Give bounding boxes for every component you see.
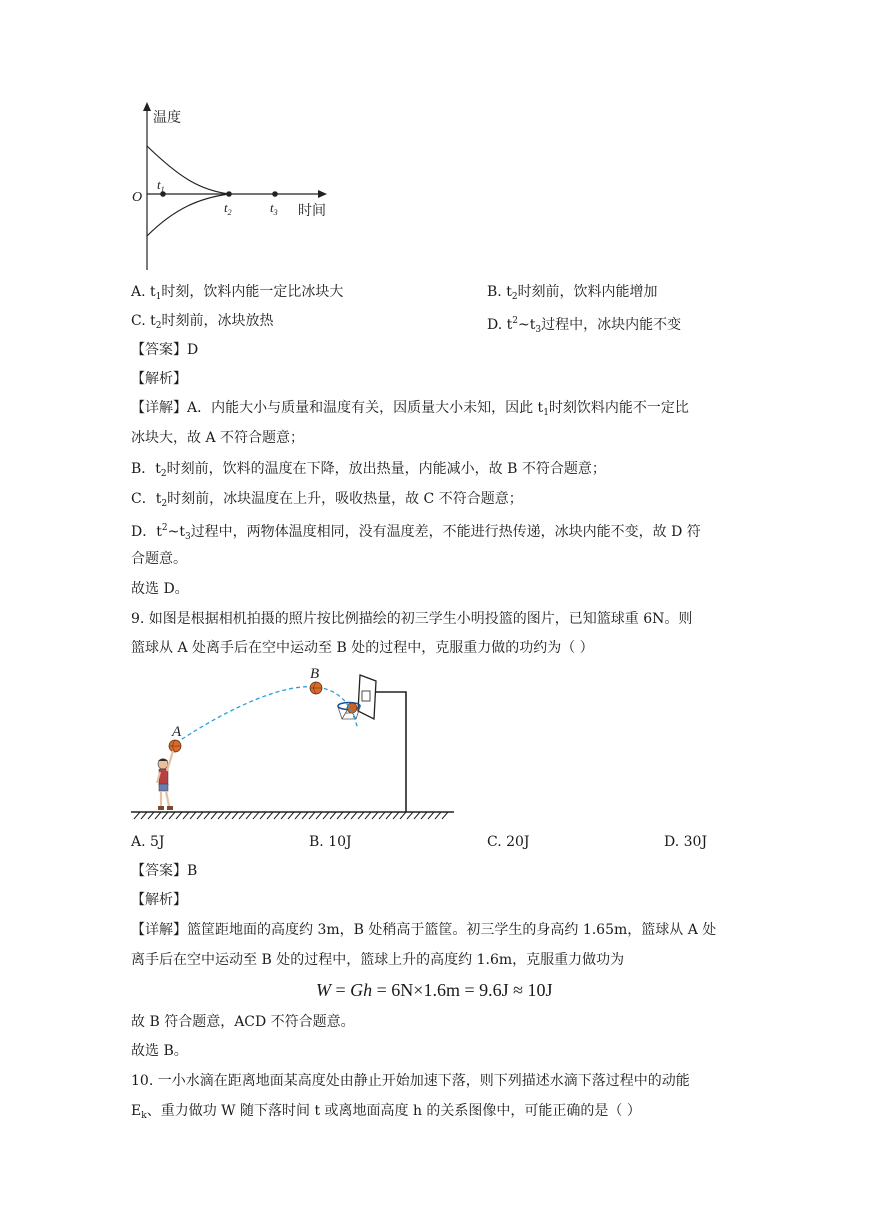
t3-point bbox=[272, 191, 278, 197]
q10-stem-line1: 10. 一小水滴在距离地面某高度处由静止开始加速下落，则下列描述水滴下落过程中的动能 bbox=[131, 1073, 690, 1089]
q9-option-c: C. 20J bbox=[487, 834, 530, 850]
q10-stem-line2: $E_k$、重力做功 W 随下落时间 t 或离地面高度 h 的关系图像中，可能正确的是（ ） bbox=[131, 1103, 641, 1121]
q8-detail-c: C．$t_2$时刻前，冰块温度在上升，吸收热量，故 C 不符合题意； bbox=[131, 491, 523, 509]
t2-label: $t_2$ bbox=[224, 200, 232, 217]
hoop-pole bbox=[376, 692, 406, 812]
q8-analysis-heading: 【解析】 bbox=[131, 371, 187, 387]
q8-detail-a-line2: 冰块大，故 A 不符合题意； bbox=[131, 430, 305, 446]
ground-hatch bbox=[134, 812, 448, 819]
q9-stem-line2: 篮球从 A 处离手后在空中运动至 B 处的过程中，克服重力做的功约为（ ） bbox=[131, 640, 594, 656]
label-b: B bbox=[310, 666, 320, 682]
origin-label: O bbox=[132, 190, 143, 205]
q8-option-b: B. $t_2$时刻前，饮料内能增加 bbox=[487, 284, 658, 302]
q9-option-a: A. 5J bbox=[131, 834, 165, 850]
label-a: A bbox=[172, 724, 182, 740]
basketball-shot-figure bbox=[128, 665, 458, 825]
q9-conclusion: 故 B 符合题意，ACD 不符合题意。 bbox=[131, 1014, 355, 1030]
t3-label: $t_3$ bbox=[270, 200, 278, 217]
q8-detail-b: B．$t_2$时刻前，饮料的温度在下降，放出热量，内能减小，故 B 不符合题意； bbox=[131, 461, 606, 479]
x-axis-label: 时间 bbox=[298, 204, 326, 219]
q8-option-d: D. $t^2\sim t_3$过程中，冰块内能不变 bbox=[487, 316, 682, 335]
y-axis-arrow bbox=[143, 102, 151, 111]
q8-answer: 【答案】D bbox=[131, 342, 199, 358]
q8-option-c: C. $t_2$时刻前，冰块放热 bbox=[131, 313, 274, 331]
q8-detail-d-line2: 合题意。 bbox=[131, 551, 187, 567]
q8-option-a: A. $t_1$时刻，饮料内能一定比冰块大 bbox=[131, 284, 344, 302]
q8-detail-a-line1: 【详解】A．内能大小与质量和温度有关，因质量大小未知，因此 $t_1$时刻饮料内能不一定比 bbox=[131, 400, 689, 418]
student-figure bbox=[157, 751, 173, 810]
q9-work-formula: W = Gh = 6N×1.6m = 9.6J ≈ 10J bbox=[316, 980, 553, 1000]
q9-detail-line1: 【详解】篮筐距地面的高度约 3m，B 处稍高于篮筐。初三学生的身高约 1.65m，篮球从 A 处 bbox=[131, 922, 717, 938]
q8-choose: 故选 D。 bbox=[131, 581, 189, 597]
q9-answer: 【答案】B bbox=[131, 863, 198, 879]
q9-choose: 故选 B。 bbox=[131, 1043, 188, 1059]
temperature-time-graph bbox=[120, 98, 340, 273]
y-axis-label: 温度 bbox=[153, 111, 181, 126]
t1-label: $t_1$ bbox=[157, 177, 165, 194]
ball-trajectory bbox=[176, 687, 358, 743]
t2-point bbox=[226, 191, 232, 197]
q9-analysis-heading: 【解析】 bbox=[131, 892, 187, 908]
q8-detail-d-line1: D．$t^2\sim t_3$过程中，两物体温度相同，没有温度差，不能进行热传递，冰块内能不变，故 D 符 bbox=[131, 523, 701, 542]
backboard bbox=[358, 675, 376, 719]
q9-stem-line1: 9. 如图是根据相机拍摄的照片按比例描绘的初三学生小明投篮的图片，已知篮球重 6N。则 bbox=[131, 611, 693, 627]
ice-curve bbox=[147, 194, 229, 236]
q9-option-d: D. 30J bbox=[664, 834, 708, 850]
q9-detail-line2: 离手后在空中运动至 B 处的过程中，篮球上升的高度约 1.6m，克服重力做功为 bbox=[131, 952, 625, 968]
x-axis-arrow bbox=[318, 190, 327, 198]
q9-option-b: B. 10J bbox=[309, 834, 352, 850]
